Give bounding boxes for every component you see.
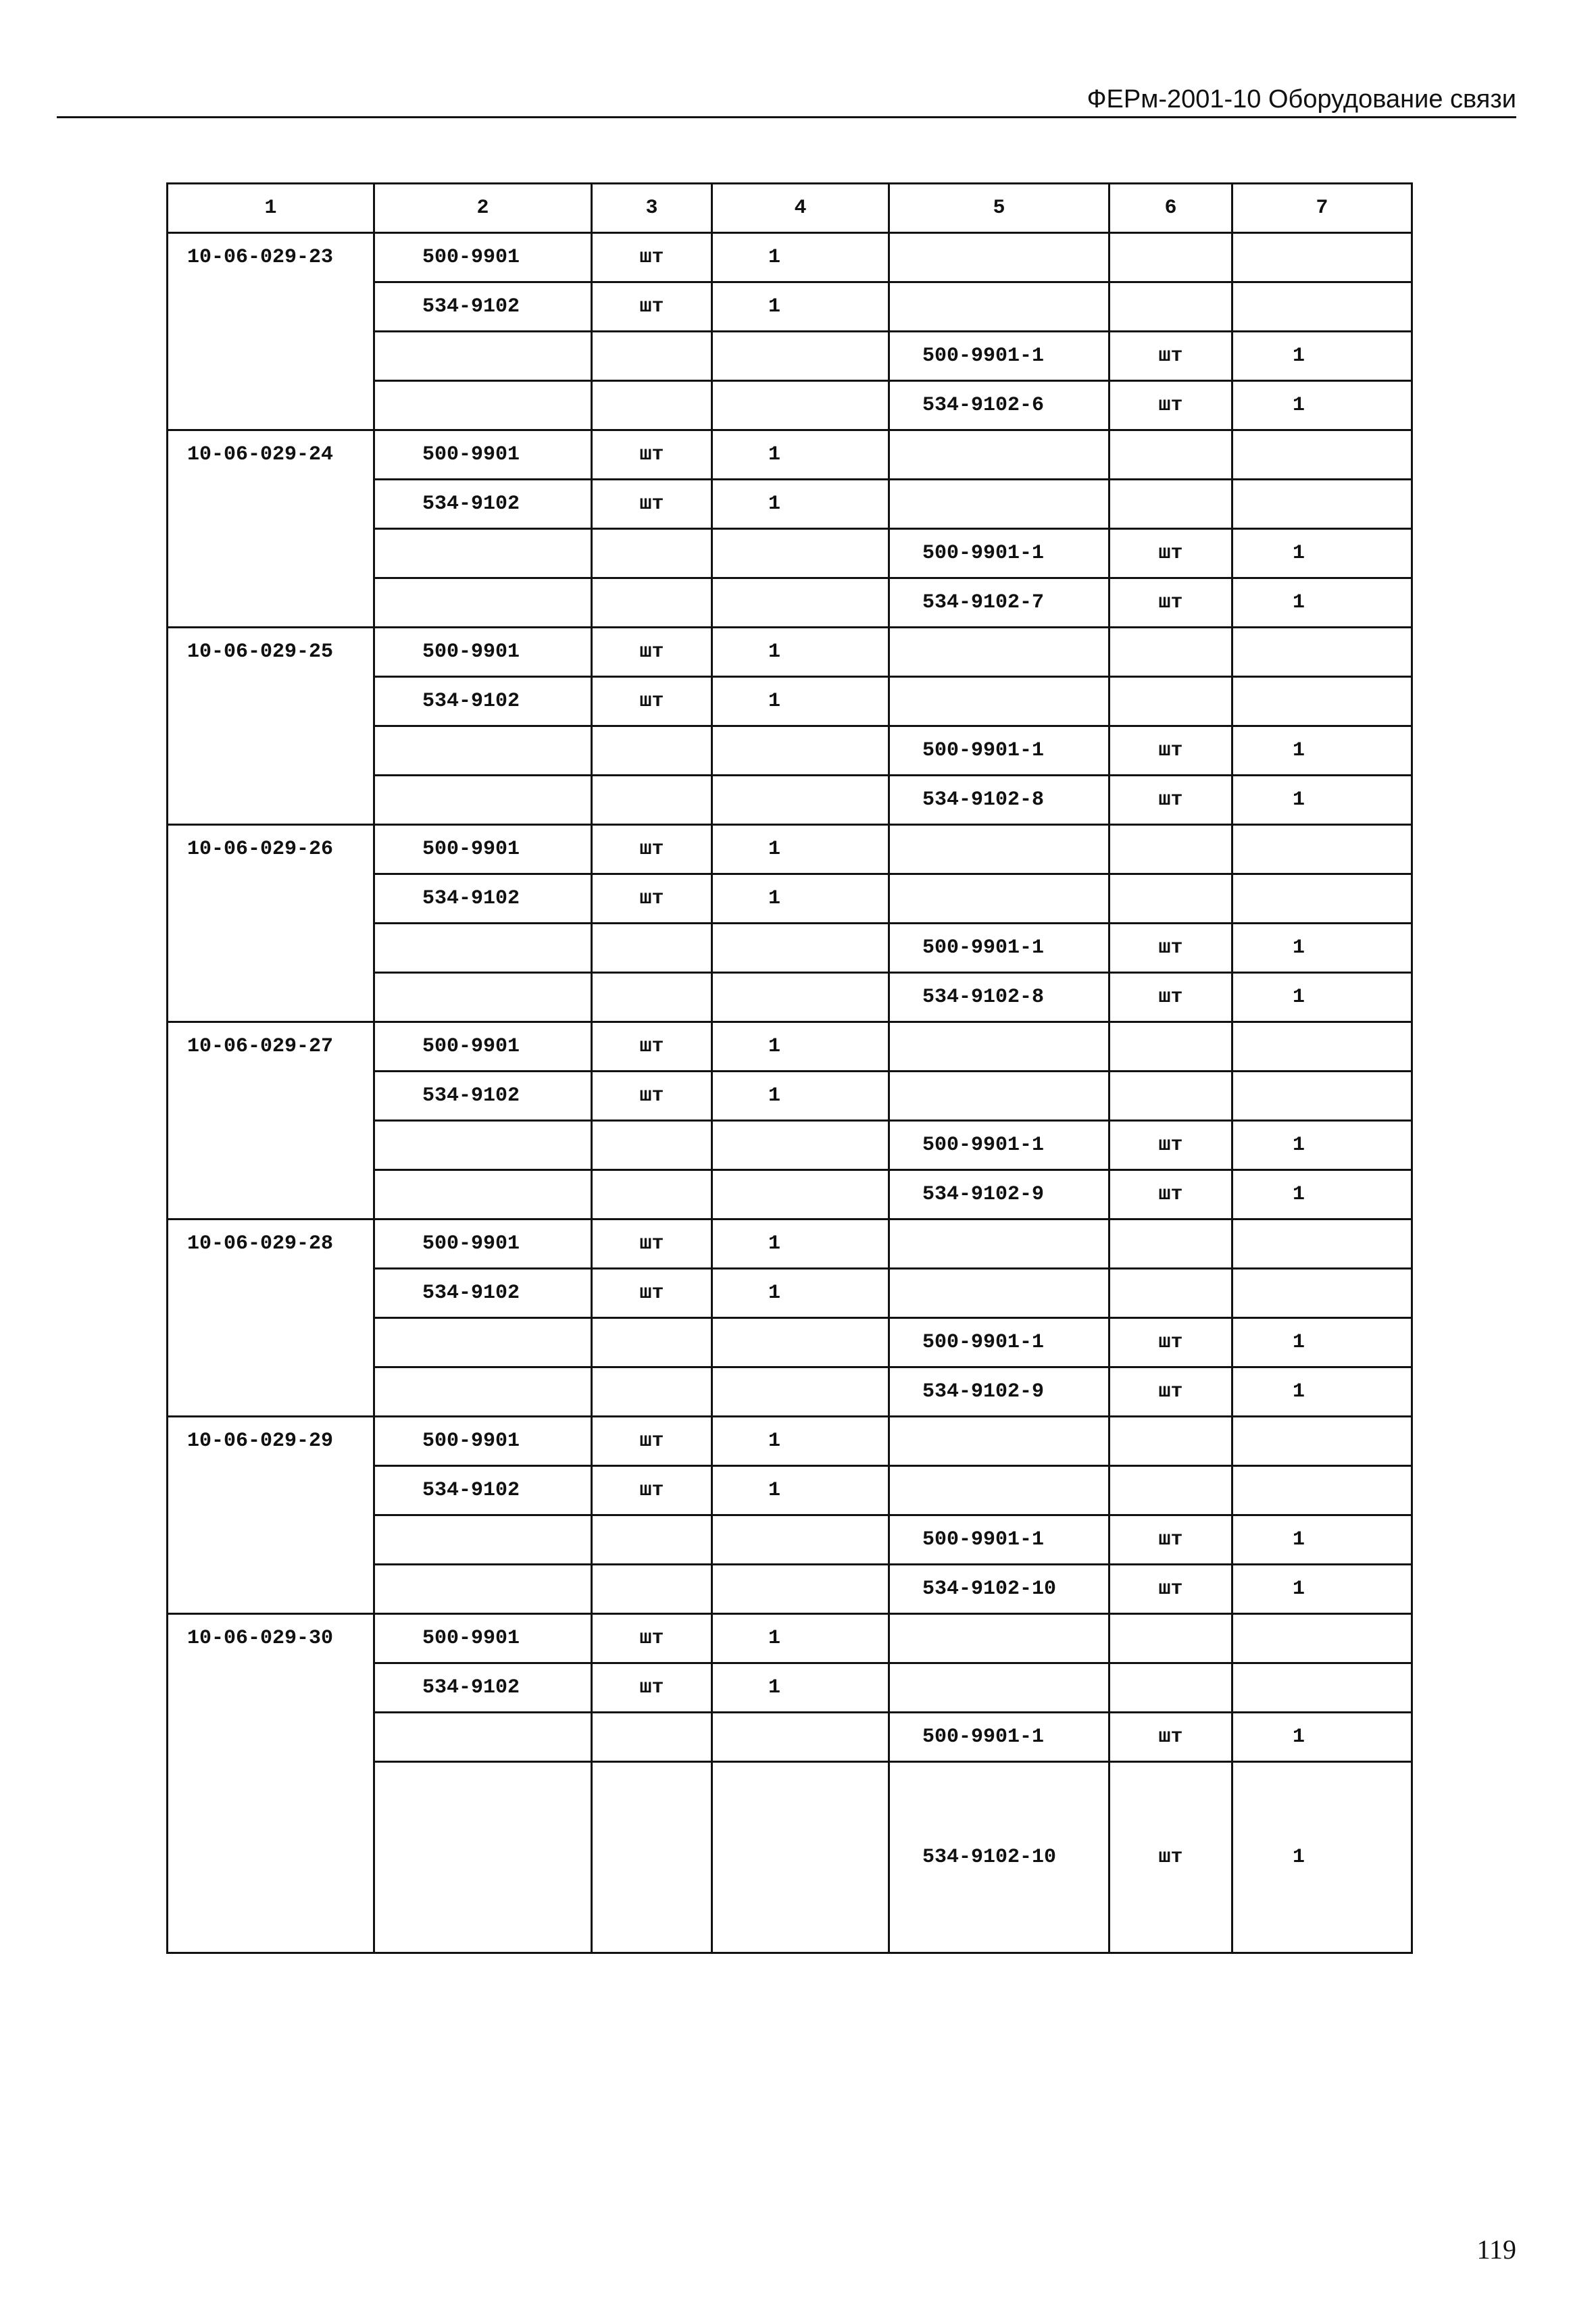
replacement-quantity-cell (1232, 1417, 1412, 1466)
quantity-cell: 1 (712, 1663, 889, 1713)
column-header: 7 (1232, 184, 1412, 233)
unit-cell (592, 973, 712, 1022)
resource-code-cell (374, 381, 592, 430)
quantity-cell: 1 (712, 480, 889, 529)
rate-code-cell (168, 1614, 374, 1953)
unit-cell (592, 1367, 712, 1417)
unit-cell: шт (592, 430, 712, 480)
rate-code: 10-06-029-27 (187, 1035, 334, 1058)
header-rule (57, 116, 1516, 118)
unit-cell: шт (592, 677, 712, 726)
quantity-cell (712, 973, 889, 1022)
replacement-unit-cell (1109, 1614, 1232, 1663)
replacement-quantity-cell (1232, 480, 1412, 529)
quantity-cell (712, 1367, 889, 1417)
replacement-quantity-cell: 1 (1232, 1170, 1412, 1219)
resource-code-cell: 534-9102 (374, 480, 592, 529)
replacement-unit-cell: шт (1109, 776, 1232, 825)
replacement-code-cell (889, 1269, 1109, 1318)
quantity-cell (712, 924, 889, 973)
rate-code: 10-06-029-28 (187, 1232, 334, 1255)
unit-cell (592, 776, 712, 825)
unit-cell (592, 1121, 712, 1170)
quantity-cell (712, 1515, 889, 1565)
replacement-code-cell (889, 1417, 1109, 1466)
replacement-code-cell: 500-9901-1 (889, 924, 1109, 973)
replacement-code-cell (889, 1466, 1109, 1515)
replacement-code-cell (889, 430, 1109, 480)
replacement-unit-cell: шт (1109, 1762, 1232, 1953)
replacement-quantity-cell: 1 (1232, 924, 1412, 973)
quantity-cell (712, 726, 889, 776)
replacement-code-cell (889, 233, 1109, 282)
replacement-unit-cell: шт (1109, 1367, 1232, 1417)
replacement-quantity-cell: 1 (1232, 1762, 1412, 1953)
resource-code-cell: 534-9102 (374, 282, 592, 332)
replacement-code-cell: 500-9901-1 (889, 1121, 1109, 1170)
replacement-unit-cell (1109, 874, 1232, 924)
replacement-code-cell (889, 1072, 1109, 1121)
resource-code-cell (374, 1121, 592, 1170)
replacement-code-cell (889, 874, 1109, 924)
quantity-cell: 1 (712, 1219, 889, 1269)
quantity-cell (712, 1762, 889, 1953)
table-row (168, 1417, 1412, 1466)
replacement-code-cell: 534-9102-10 (889, 1762, 1109, 1953)
replacement-code-cell: 500-9901-1 (889, 332, 1109, 381)
replacement-unit-cell (1109, 480, 1232, 529)
resource-code-cell (374, 1565, 592, 1614)
quantity-cell: 1 (712, 825, 889, 874)
quantity-cell (712, 332, 889, 381)
replacement-code-cell (889, 677, 1109, 726)
replacement-code-cell: 500-9901-1 (889, 726, 1109, 776)
document-header-title: ФЕРм-2001-10 Оборудование связи (1087, 85, 1516, 114)
replacement-quantity-cell: 1 (1232, 973, 1412, 1022)
replacement-code-cell: 534-9102-9 (889, 1170, 1109, 1219)
rate-code-cell (168, 628, 374, 825)
unit-cell (592, 726, 712, 776)
resource-code-cell (374, 1515, 592, 1565)
quantity-cell: 1 (712, 1022, 889, 1072)
replacement-unit-cell (1109, 1022, 1232, 1072)
resource-code-cell: 500-9901 (374, 233, 592, 282)
replacement-quantity-cell: 1 (1232, 529, 1412, 578)
replacement-code-cell: 534-9102-8 (889, 776, 1109, 825)
unit-cell: шт (592, 1663, 712, 1713)
replacement-code-cell (889, 282, 1109, 332)
replacement-quantity-cell (1232, 628, 1412, 677)
rate-code: 10-06-029-29 (187, 1430, 334, 1453)
replacement-quantity-cell (1232, 233, 1412, 282)
replacement-unit-cell: шт (1109, 973, 1232, 1022)
resource-code-cell (374, 924, 592, 973)
table-row (168, 430, 1412, 480)
replacement-quantity-cell: 1 (1232, 381, 1412, 430)
resource-code-cell (374, 776, 592, 825)
resource-table (166, 182, 1413, 1954)
quantity-cell: 1 (712, 677, 889, 726)
replacement-quantity-cell (1232, 1466, 1412, 1515)
replacement-quantity-cell (1232, 282, 1412, 332)
quantity-cell (712, 776, 889, 825)
replacement-unit-cell (1109, 1072, 1232, 1121)
replacement-unit-cell: шт (1109, 578, 1232, 628)
replacement-unit-cell (1109, 430, 1232, 480)
replacement-unit-cell: шт (1109, 1713, 1232, 1762)
rate-code-cell (168, 233, 374, 430)
replacement-quantity-cell (1232, 1614, 1412, 1663)
replacement-code-cell: 500-9901-1 (889, 1318, 1109, 1367)
resource-code-cell: 500-9901 (374, 1022, 592, 1072)
rate-code: 10-06-029-25 (187, 640, 334, 663)
rate-code-cell (168, 1417, 374, 1614)
replacement-unit-cell: шт (1109, 529, 1232, 578)
replacement-quantity-cell (1232, 430, 1412, 480)
replacement-code-cell: 500-9901-1 (889, 529, 1109, 578)
replacement-quantity-cell: 1 (1232, 1515, 1412, 1565)
quantity-cell: 1 (712, 874, 889, 924)
quantity-cell (712, 529, 889, 578)
column-number-row (168, 184, 1412, 233)
quantity-cell: 1 (712, 1072, 889, 1121)
quantity-cell: 1 (712, 430, 889, 480)
replacement-code-cell (889, 1219, 1109, 1269)
replacement-unit-cell (1109, 1417, 1232, 1466)
replacement-code-cell: 534-9102-8 (889, 973, 1109, 1022)
quantity-cell: 1 (712, 1614, 889, 1663)
table-row (168, 825, 1412, 874)
resource-code-cell (374, 1170, 592, 1219)
replacement-quantity-cell (1232, 677, 1412, 726)
replacement-code-cell (889, 1022, 1109, 1072)
column-header: 6 (1109, 184, 1232, 233)
resource-code-cell: 500-9901 (374, 825, 592, 874)
replacement-unit-cell: шт (1109, 381, 1232, 430)
resource-code-cell: 534-9102 (374, 677, 592, 726)
resource-code-cell (374, 332, 592, 381)
quantity-cell: 1 (712, 1417, 889, 1466)
replacement-unit-cell: шт (1109, 1121, 1232, 1170)
column-header: 1 (168, 184, 374, 233)
unit-cell (592, 578, 712, 628)
replacement-unit-cell: шт (1109, 726, 1232, 776)
replacement-code-cell (889, 628, 1109, 677)
replacement-quantity-cell: 1 (1232, 1367, 1412, 1417)
replacement-code-cell (889, 825, 1109, 874)
resource-code-cell (374, 1367, 592, 1417)
rate-code: 10-06-029-30 (187, 1627, 334, 1650)
replacement-unit-cell: шт (1109, 332, 1232, 381)
quantity-cell (712, 381, 889, 430)
resource-code-cell (374, 1762, 592, 1953)
replacement-quantity-cell: 1 (1232, 332, 1412, 381)
resource-code-cell: 500-9901 (374, 628, 592, 677)
replacement-code-cell (889, 1663, 1109, 1713)
resource-code-cell (374, 726, 592, 776)
rate-code-cell (168, 430, 374, 628)
replacement-code-cell: 534-9102-10 (889, 1565, 1109, 1614)
resource-code-cell (374, 529, 592, 578)
replacement-quantity-cell (1232, 874, 1412, 924)
resource-code-cell: 534-9102 (374, 1466, 592, 1515)
resource-code-cell (374, 973, 592, 1022)
unit-cell: шт (592, 1614, 712, 1663)
quantity-cell: 1 (712, 1466, 889, 1515)
replacement-code-cell (889, 1614, 1109, 1663)
unit-cell: шт (592, 874, 712, 924)
unit-cell: шт (592, 1269, 712, 1318)
resource-code-cell: 534-9102 (374, 874, 592, 924)
table-row (168, 1022, 1412, 1072)
replacement-unit-cell (1109, 1219, 1232, 1269)
unit-cell: шт (592, 1022, 712, 1072)
replacement-unit-cell (1109, 628, 1232, 677)
replacement-quantity-cell (1232, 1022, 1412, 1072)
unit-cell: шт (592, 282, 712, 332)
replacement-code-cell: 534-9102-9 (889, 1367, 1109, 1417)
unit-cell: шт (592, 480, 712, 529)
unit-cell (592, 529, 712, 578)
replacement-unit-cell (1109, 233, 1232, 282)
unit-cell (592, 1515, 712, 1565)
resource-code-cell: 534-9102 (374, 1072, 592, 1121)
replacement-code-cell: 500-9901-1 (889, 1713, 1109, 1762)
rate-code-cell (168, 825, 374, 1022)
resource-code-cell (374, 1713, 592, 1762)
resource-code-cell: 534-9102 (374, 1663, 592, 1713)
resource-code-cell: 500-9901 (374, 1219, 592, 1269)
rate-code: 10-06-029-23 (187, 246, 334, 269)
replacement-unit-cell: шт (1109, 1515, 1232, 1565)
column-header: 3 (592, 184, 712, 233)
replacement-quantity-cell (1232, 1269, 1412, 1318)
replacement-unit-cell (1109, 677, 1232, 726)
replacement-code-cell (889, 480, 1109, 529)
replacement-quantity-cell: 1 (1232, 726, 1412, 776)
replacement-quantity-cell: 1 (1232, 1318, 1412, 1367)
replacement-unit-cell (1109, 1466, 1232, 1515)
replacement-quantity-cell: 1 (1232, 776, 1412, 825)
resource-code-cell: 500-9901 (374, 1614, 592, 1663)
quantity-cell (712, 1170, 889, 1219)
unit-cell (592, 924, 712, 973)
replacement-unit-cell (1109, 282, 1232, 332)
table-body (168, 184, 1412, 1953)
replacement-unit-cell (1109, 825, 1232, 874)
unit-cell (592, 1170, 712, 1219)
unit-cell: шт (592, 628, 712, 677)
replacement-quantity-cell (1232, 1072, 1412, 1121)
resource-code-cell (374, 578, 592, 628)
replacement-quantity-cell: 1 (1232, 1713, 1412, 1762)
replacement-quantity-cell: 1 (1232, 1121, 1412, 1170)
replacement-quantity-cell: 1 (1232, 1565, 1412, 1614)
rate-code-cell (168, 1022, 374, 1219)
column-header: 5 (889, 184, 1109, 233)
rate-code-cell (168, 1219, 374, 1417)
quantity-cell (712, 1121, 889, 1170)
unit-cell (592, 1318, 712, 1367)
table-row (168, 628, 1412, 677)
column-header: 2 (374, 184, 592, 233)
unit-cell (592, 332, 712, 381)
quantity-cell: 1 (712, 628, 889, 677)
quantity-cell (712, 1713, 889, 1762)
replacement-unit-cell: шт (1109, 1170, 1232, 1219)
unit-cell (592, 381, 712, 430)
unit-cell: шт (592, 1417, 712, 1466)
replacement-quantity-cell (1232, 1663, 1412, 1713)
resource-code-cell (374, 1318, 592, 1367)
table-row (168, 1614, 1412, 1663)
unit-cell: шт (592, 1466, 712, 1515)
table-row (168, 1219, 1412, 1269)
unit-cell: шт (592, 233, 712, 282)
rate-code: 10-06-029-24 (187, 443, 334, 466)
resource-code-cell: 500-9901 (374, 1417, 592, 1466)
replacement-unit-cell: шт (1109, 1565, 1232, 1614)
unit-cell (592, 1762, 712, 1953)
quantity-cell: 1 (712, 233, 889, 282)
replacement-unit-cell: шт (1109, 1318, 1232, 1367)
unit-cell: шт (592, 1219, 712, 1269)
quantity-cell: 1 (712, 1269, 889, 1318)
unit-cell (592, 1713, 712, 1762)
unit-cell: шт (592, 825, 712, 874)
replacement-unit-cell: шт (1109, 924, 1232, 973)
replacement-code-cell: 534-9102-7 (889, 578, 1109, 628)
replacement-unit-cell (1109, 1663, 1232, 1713)
rate-code: 10-06-029-26 (187, 838, 334, 861)
resource-code-cell: 500-9901 (374, 430, 592, 480)
resource-code-cell: 534-9102 (374, 1269, 592, 1318)
quantity-cell: 1 (712, 282, 889, 332)
page-number: 119 (1476, 2234, 1516, 2265)
unit-cell (592, 1565, 712, 1614)
quantity-cell (712, 1565, 889, 1614)
replacement-unit-cell (1109, 1269, 1232, 1318)
unit-cell: шт (592, 1072, 712, 1121)
replacement-quantity-cell (1232, 1219, 1412, 1269)
column-header: 4 (712, 184, 889, 233)
replacement-quantity-cell: 1 (1232, 578, 1412, 628)
replacement-code-cell: 500-9901-1 (889, 1515, 1109, 1565)
quantity-cell (712, 578, 889, 628)
replacement-code-cell: 534-9102-6 (889, 381, 1109, 430)
quantity-cell (712, 1318, 889, 1367)
replacement-quantity-cell (1232, 825, 1412, 874)
table-row (168, 233, 1412, 282)
